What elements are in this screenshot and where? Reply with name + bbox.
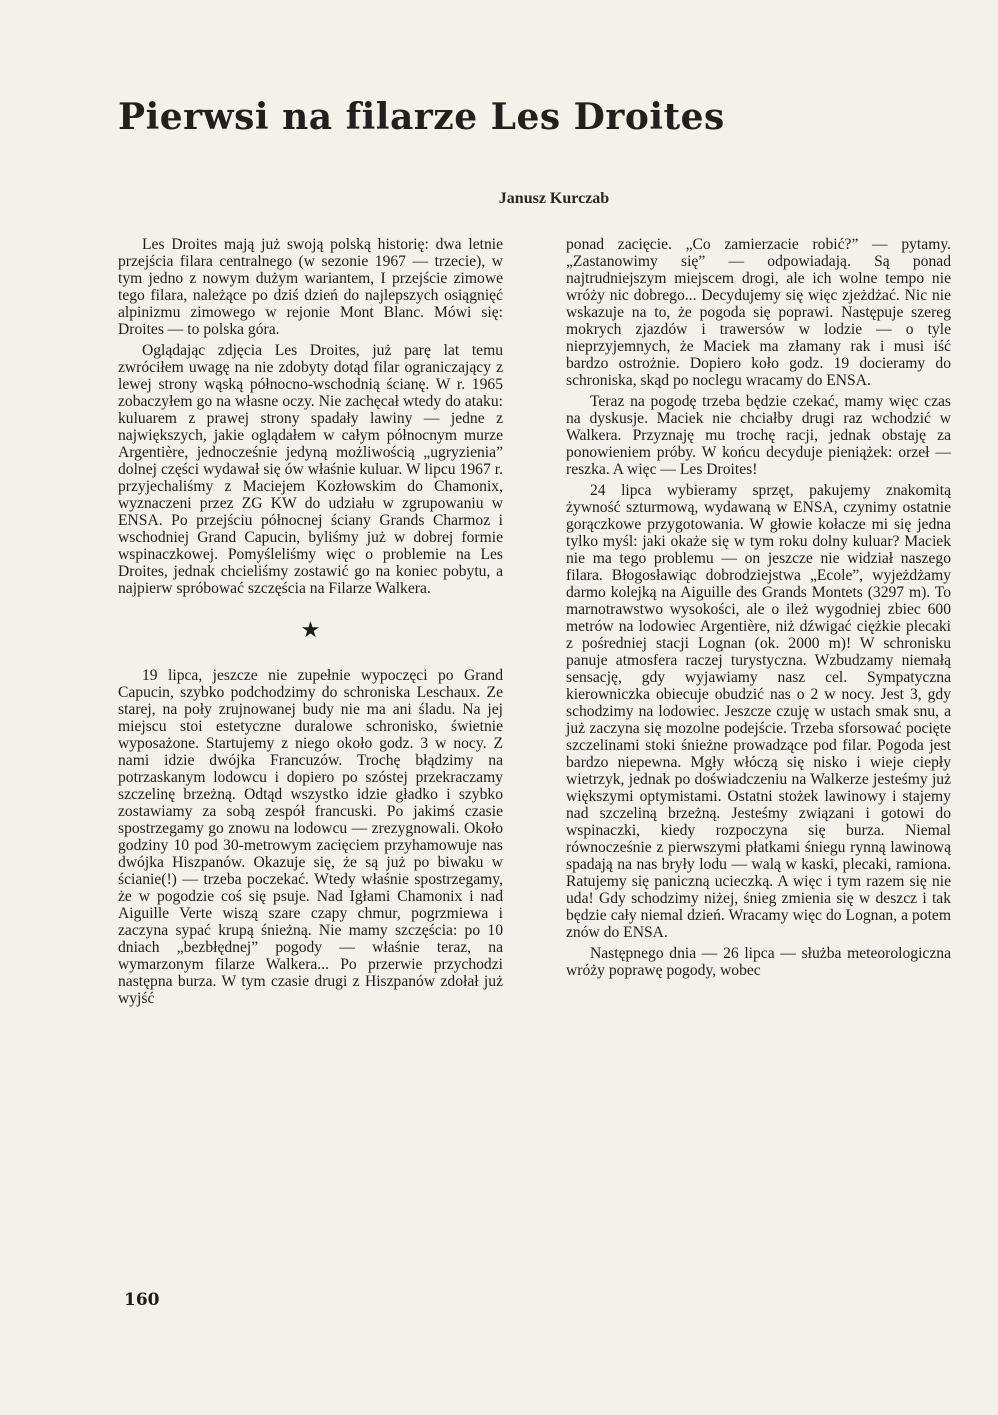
left-column bbox=[118, 236, 503, 1011]
right-column bbox=[566, 236, 951, 983]
paragraph: ponad zacięcie. „Co zamierzacie robić?” — pytamy. „Zastanowimy się” — odpowiadają. Są ponad najtrudniejszym miejscem drogi, ale ich wolne tempo nie wróży nic dobrego... Decydujemy się więc zjeżdżać. Nic nie wskazuje na to, że pogoda się poprawi. Następuje szereg mokrych zjazdów i trawersów w lodzie — o tyle nieprzyjemnych, że Maciek ma złamany rak i musi iść bardzo ostrożnie. Dopiero koło godz. 19 docieramy do schroniska, skąd po noclegu wracamy do ENSA. bbox=[566, 236, 951, 389]
paragraph: Les Droites mają już swoją polską historię: dwa letnie przejścia filara centralnego (w sezonie 1967 — trzecie), w tym jedno z nowym dużym wariantem, I przejście zimowe tego filara, należące po dziś dzień do najlepszych osiągnięć alpinizmu zimowego w rejonie Mont Blanc. Mówi się: Droites — to polska góra. bbox=[118, 236, 503, 338]
paragraph: 24 lipca wybieramy sprzęt, pakujemy znakomitą żywność szturmową, wydawaną w ENSA, czynimy ostatnie gorączkowe przygotowania. W głowie kołacze mi się jedna tylko myśl: jaki okaże się w tym roku dolny kuluar? Maciek nie ma tego problemu — on jeszcze nie widział naszego filara. Błogosławiąc dobrodziejstwa „Ecole”, wyjeżdżamy darmo kolejką na Aiguille des Grands Montets (3297 m). To marnotrawstwo wysokości, ale o ileż wygodniej zbiec 600 metrów na lodowiec Argentière, niż dźwigać ciężkie plecaki z pośredniej stacji Lognan (ok. 2000 m)! W schronisku panuje atmosfera raczej turystyczna. Wzbudzamy niemałą sensację, gdy wyjawiamy nasz cel. Sympatyczna kierowniczka obiecuje obudzić nas o 2 w nocy. Jest 3, gdy schodzimy na lodowiec. Jeszcze czuję w ustach smak snu, a już zaczyna się mozolne podejście. Trzeba sforsować pocięte szczelinami stoki śnieżne prowadzące pod filar. Pogoda jest bardzo niepewna. Mgły włóczą się nisko i wieje ciepły wietrzyk, jednak po doświadczeniu na Walkerze jesteśmy już większymi optymistami. Ostatni stożek lawinowy i stajemy nad szczeliną brzeżną. Jesteśmy związani i gotowi do wspinaczki, kiedy rozpoczyna się burza. Niemal równocześnie z pierwszymi płatkami śniegu rynną lawinową spadają na nas bryły lodu — walą w kaski, plecaki, ramiona. Ratujemy się paniczną ucieczką. A więc i tym razem się nie uda! Gdy schodzimy niżej, śnieg zmienia się w deszcz i tak będzie cały niemal dzień. Wracamy więc do Lognan, a potem znów do ENSA. bbox=[566, 482, 951, 941]
article-title: Pierwsi na filarze Les Droites bbox=[118, 96, 725, 138]
section-divider-star: ★ bbox=[300, 617, 321, 642]
page-number: 160 bbox=[124, 1290, 160, 1310]
article-author: Janusz Kurczab bbox=[498, 190, 610, 207]
paragraph: Oglądając zdjęcia Les Droites, już parę lat temu zwróciłem uwagę na nie zdobyty dotąd filar ograniczający z lewej strony wąską północno-wschodnią ścianę. W r. 1965 zobaczyłem go na własne oczy. Nie zachęcał wtedy do ataku: kuluarem z prawej strony spadały lawiny — jedne z największych, jakie oglądałem w całym północnym murze Argentière, jednocześnie jedyną możliwością „ugryzienia” dolnej części wydawał się ów właśnie kuluar. W lipcu 1967 r. przyjechaliśmy z Maciejem Kozłowskim do Chamonix, wyznaczeni przez ZG KW do udziału w zgrupowaniu w ENSA. Po przejściu północnej ściany Grands Charmoz i wschodniej Grand Capucin, byliśmy już w dobrej formie wspinaczkowej. Pomyśleliśmy więc o problemie na Les Droites, jednak chcieliśmy zostawić go na koniec pobytu, a najpierw spróbować szczęścia na Filarze Walkera. bbox=[118, 342, 503, 597]
paragraph: Teraz na pogodę trzeba będzie czekać, mamy więc czas na dyskusje. Maciek nie chciałby drugi raz wchodzić w Walkera. Przyznaję mu trochę racji, jednak obstaję za ponowieniem próby. W końcu decyduje pieniążek: orzeł — reszka. A więc — Les Droites! bbox=[566, 393, 951, 478]
paragraph: Następnego dnia — 26 lipca — służba meteorologiczna wróży poprawę pogody, wobec bbox=[566, 945, 951, 979]
paragraph: 19 lipca, jeszcze nie zupełnie wypoczęci po Grand Capucin, szybko podchodzimy do schroniska Leschaux. Ze starej, na poły zrujnowanej budy nie ma ani śladu. Na jej miejscu stoi estetyczne duralowe schronisko, świetnie wyposażone. Startujemy z niego około godz. 3 w nocy. Z nami idzie dwójka Francuzów. Trochę błądzimy na potrzaskanym lodowcu i dopiero po szóstej przekraczamy szczelinę brzeżną. Odtąd wszystko idzie gładko i szybko zostawiamy za sobą zespół francuski. Po jakimś czasie spostrzegamy go znowu na lodowcu — zrezygnowali. Około godziny 10 pod 30-metrowym zacięciem przyhamowuje nas dwójka Hiszpanów. Okazuje się, że są już po biwaku w ścianie(!) — trzeba poczekać. Wtedy właśnie spostrzegamy, że w pogodzie coś się psuje. Nad Igłami Chamonix i nad Aiguille Verte wiszą szare czapy chmur, pogrzmiewa i zaczyna sypać krupą śnieżną. Nie mamy szczęścia: po 10 dniach „bezbłędnej” pogody — właśnie teraz, na wymarzonym filarze Walkera... Po przerwie przychodzi następna burza. W tym czasie drugi z Hiszpanów zdołał już wyjść bbox=[118, 667, 503, 1007]
